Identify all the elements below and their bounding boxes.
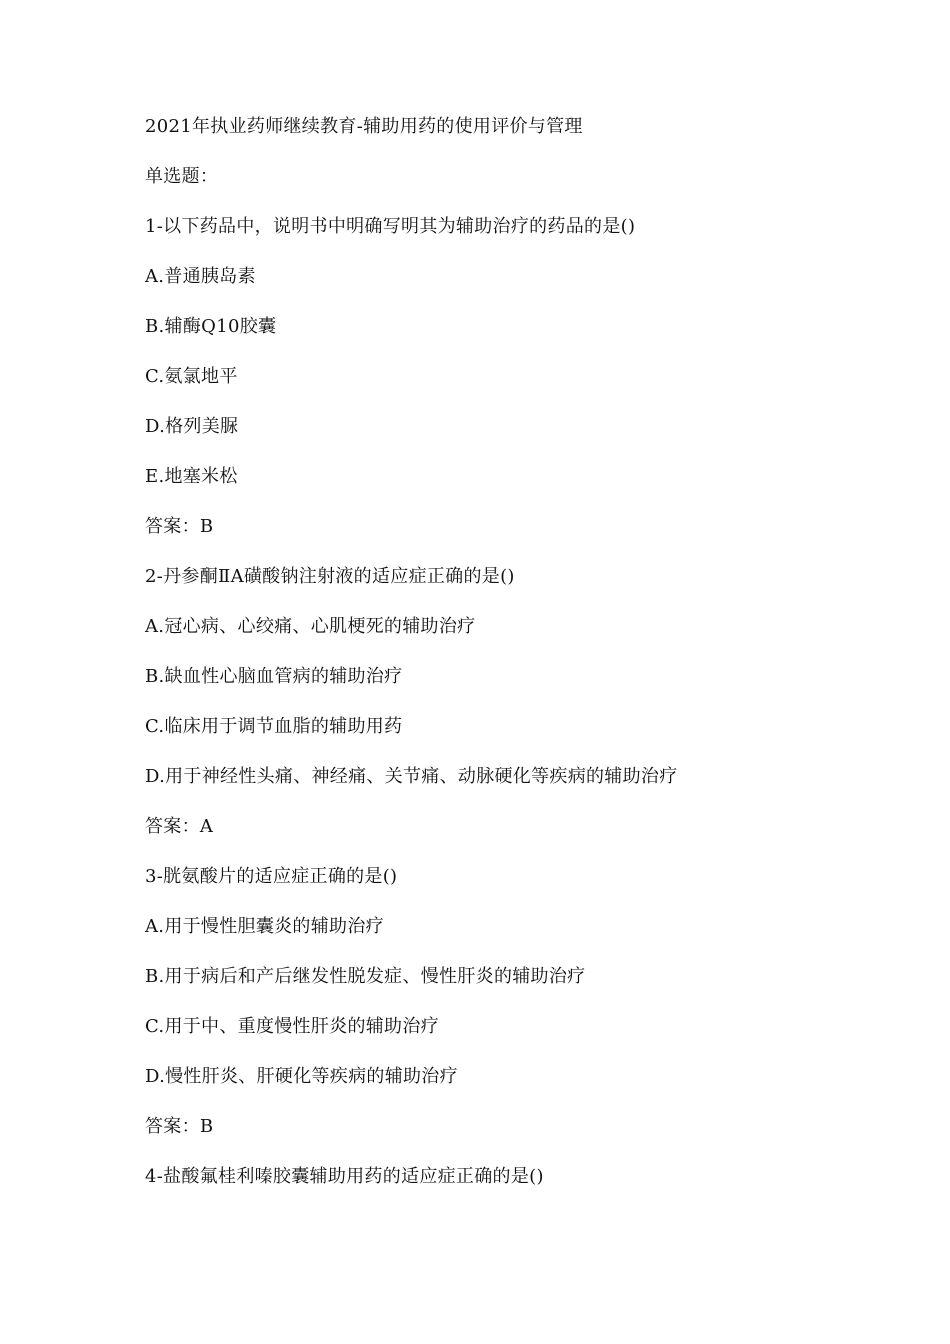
option-e: E.地塞米松 <box>145 466 238 487</box>
document-page <box>145 112 905 1212</box>
answer: 答案：B <box>145 1116 214 1137</box>
option-c: C.氨氯地平 <box>145 366 238 387</box>
question-2 <box>145 562 905 862</box>
option-a: A.用于慢性胆囊炎的辅助治疗 <box>145 916 384 937</box>
option-a: A.普通胰岛素 <box>145 266 256 287</box>
option-c: C.临床用于调节血脂的辅助用药 <box>145 716 403 737</box>
question-stem: 3-胱氨酸片的适应症正确的是() <box>145 866 398 887</box>
option-c: C.用于中、重度慢性肝炎的辅助治疗 <box>145 1016 439 1037</box>
question-4 <box>145 1162 905 1212</box>
option-d: D.格列美脲 <box>145 416 239 437</box>
option-a: A.冠心病、心绞痛、心肌梗死的辅助治疗 <box>145 616 476 637</box>
option-d: D.用于神经性头痛、神经痛、关节痛、动脉硬化等疾病的辅助治疗 <box>145 766 678 787</box>
option-b: B.用于病后和产后继发性脱发症、慢性肝炎的辅助治疗 <box>145 966 586 987</box>
question-stem: 1-以下药品中，说明书中明确写明其为辅助治疗的药品的是() <box>145 216 636 237</box>
answer: 答案：A <box>145 816 214 837</box>
answer: 答案：B <box>145 516 214 537</box>
option-b: B.缺血性心脑血管病的辅助治疗 <box>145 666 403 687</box>
document-title: 2021年执业药师继续教育-辅助用药的使用评价与管理 <box>145 116 583 137</box>
section-label: 单选题： <box>145 166 219 187</box>
question-stem: 4-盐酸氟桂利嗪胶囊辅助用药的适应症正确的是() <box>145 1166 544 1187</box>
question-3 <box>145 862 905 1162</box>
question-1 <box>145 212 905 562</box>
option-b: B.辅酶Q10胶囊 <box>145 316 277 337</box>
option-d: D.慢性肝炎、肝硬化等疾病的辅助治疗 <box>145 1066 458 1087</box>
question-stem: 2-丹参酮ⅡA磺酸钠注射液的适应症正确的是() <box>145 566 515 587</box>
